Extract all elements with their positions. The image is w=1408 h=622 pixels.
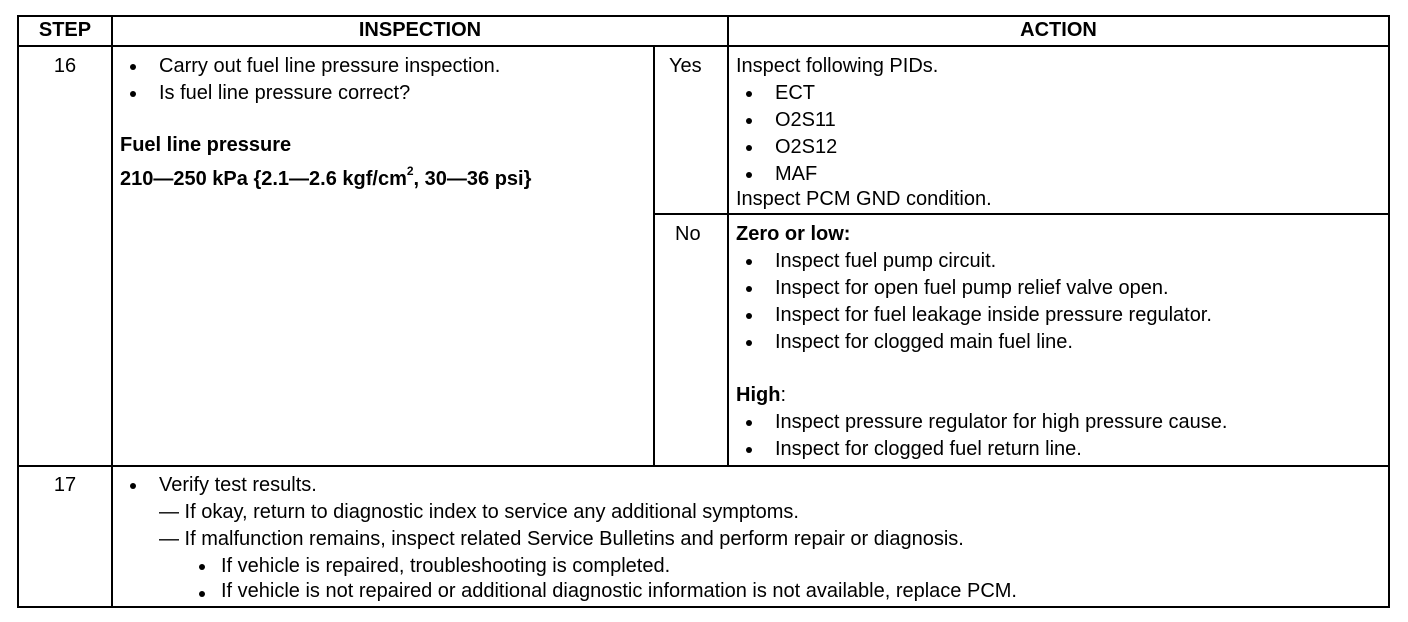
high-heading: [736, 384, 786, 406]
table-border-top: [17, 15, 1390, 17]
pid-item: O2S12: [775, 136, 838, 158]
table-border-left: [17, 15, 19, 608]
table-border-bottom: [17, 606, 1390, 608]
header-step: STEP: [38, 19, 92, 41]
bullet-icon: [746, 286, 752, 292]
bullet-icon: [130, 483, 136, 489]
bullet-icon: [199, 564, 205, 570]
bullet-icon: [746, 313, 752, 319]
step-divider: [17, 465, 1390, 467]
inspection-item-2: Is fuel line pressure correct?: [159, 82, 411, 104]
high-item: Inspect pressure regulator for high pressure cause.: [775, 411, 1228, 433]
high-item: Inspect for clogged fuel return line.: [775, 438, 1082, 460]
spec-value-superscript: 2: [406, 164, 414, 179]
sub-item-not-repaired: If vehicle is not repaired or additional diagnostic information is not available, replace PCM.: [221, 580, 1017, 602]
spec-value-main: 210—250 kPa {2.1—2.6 kgf/cm: [120, 168, 407, 190]
header-divider: [17, 45, 1390, 47]
zero-low-item: Inspect fuel pump circuit.: [775, 250, 997, 272]
yes-outro: Inspect PCM GND condition.: [736, 188, 992, 210]
bullet-icon: [746, 340, 752, 346]
pid-item: ECT: [775, 82, 815, 104]
table-border-right: [1388, 15, 1390, 608]
action-column-divider: [727, 15, 729, 467]
zero-low-item: Inspect for open fuel pump relief valve open.: [775, 277, 1169, 299]
header-action: ACTION: [1020, 19, 1097, 41]
bullet-icon: [746, 259, 752, 265]
spec-value-tail: , 30—36 psi}: [413, 168, 532, 190]
step-column-divider: [111, 15, 113, 608]
spec-title: Fuel line pressure: [120, 134, 292, 156]
yes-intro: Inspect following PIDs.: [736, 55, 939, 77]
high-heading-label: High: [736, 384, 781, 406]
dash-item-okay: — If okay, return to diagnostic index to service any additional symptoms.: [159, 501, 799, 523]
header-inspection: INSPECTION: [358, 19, 482, 41]
high-heading-colon: :: [780, 384, 786, 406]
yes-no-divider: [653, 213, 1390, 215]
bullet-icon: [130, 64, 136, 70]
bullet-icon: [746, 447, 752, 453]
no-label: No: [675, 223, 701, 245]
bullet-icon: [130, 91, 136, 97]
spec-value: [120, 164, 532, 190]
verify-item: Verify test results.: [159, 474, 317, 496]
dash-item-malfunction: — If malfunction remains, inspect related Service Bulletins and perform repair or diagnosis.: [159, 528, 964, 550]
yes-no-column-divider: [653, 45, 655, 467]
step-number-16: 16: [53, 55, 77, 77]
bullet-icon: [746, 145, 752, 151]
pid-item: MAF: [775, 163, 818, 185]
bullet-icon: [746, 420, 752, 426]
zero-low-heading: Zero or low:: [736, 223, 851, 245]
bullet-icon: [746, 172, 752, 178]
yes-label: Yes: [669, 55, 702, 77]
inspection-item-1: Carry out fuel line pressure inspection.: [159, 55, 501, 77]
zero-low-item: Inspect for fuel leakage inside pressure regulator.: [775, 304, 1212, 326]
sub-item-repaired: If vehicle is repaired, troubleshooting is completed.: [221, 555, 671, 577]
step-number-17: 17: [53, 474, 77, 496]
bullet-icon: [199, 591, 205, 597]
zero-low-item: Inspect for clogged main fuel line.: [775, 331, 1073, 353]
bullet-icon: [746, 91, 752, 97]
bullet-icon: [746, 118, 752, 124]
pid-item: O2S11: [775, 109, 836, 131]
